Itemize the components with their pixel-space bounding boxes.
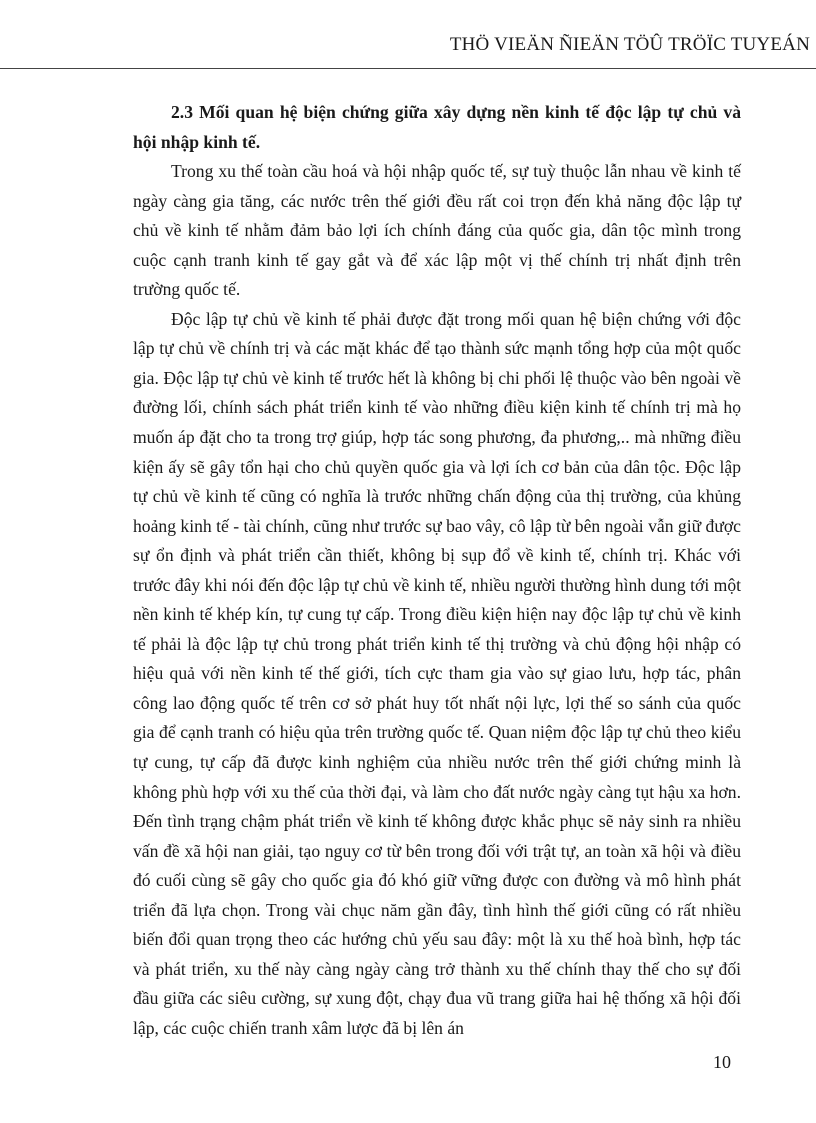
- section-heading: 2.3 Mối quan hệ biện chứng giữa xây dựng nền kinh tế độc lập tự chủ và hội nhập kinh tế.: [133, 102, 741, 152]
- body-paragraph-2: Độc lập tự chủ về kinh tế phải được đặt trong mối quan hệ biện chứng với độc lập tự chủ về chính trị và các mặt khác để tạo thành sức mạnh tổng hợp của một quốc gia. Độc lập tự chủ vè kinh tế trước hết là không bị chi phối lệ thuộc vào bên ngoài về đường lối, chính sách phát triển kinh tế vào những điều kiện kinh tế chính trị mà họ muốn áp đặt cho ta trong trợ giúp, hợp tác song phương, đa phương,.. mà những điều kiện ấy sẽ gây tổn hại cho chủ quyền quốc gia và lợi ích cơ bản của dân tộc. Độc lập tự chủ về kinh tế cũng có nghĩa là trước những chấn động của thị trường, của khủng hoảng kinh tế - tài chính, cũng như trước sự bao vây, cô lập từ bên ngoài vẫn giữ được sự ổn định và phát triển cần thiết, không bị sụp đổ về kinh tế, chính trị. Khác với trước đây khi nói đến độc lập tự chủ về kinh tế, nhiều người thường hình dung tới một nền kinh tế khép kín, tự cung tự cấp. Trong điều kiện hiện nay độc lập tự chủ về kinh tế phải là độc lập tự chủ trong phát triển kinh tế thị trường và chủ động hội nhập có hiệu quả với nền kinh tế thế giới, tích cực tham gia vào sự giao lưu, hợp tác, phân công lao động quốc tế trên cơ sở phát huy tốt nhất nội lực, lợi thế so sánh của quốc gia để cạnh tranh có hiệu qủa trên trường quốc tế. Quan niệm độc lập tự chủ theo kiểu tự cung, tự cấp đã được kinh nghiệm của nhiều nước trên thế giới chứng minh là không phù hợp với xu thế của thời đại, và làm cho đất nước ngày càng tụt hậu xa hơn. Đến tình trạng chậm phát triển về kinh tế không được khắc phục sẽ nảy sinh ra nhiều vấn đề xã hội nan giải, tạo nguy cơ từ bên trong đối với trật tự, an toàn xã hội và điều đó cuối cùng sẽ gây cho quốc gia đó khó giữ vững được con đường và mô hình phát triển đã lựa chọn. Trong vài chục năm gần đây, tình hình thế giới cũng có rất nhiều biến đổi quan trọng theo các hướng chủ yếu sau đây: một là xu thế hoà bình, hợp tác và phát triển, xu thế này càng ngày càng trở thành xu thế chính thay thế cho sự đối đầu giữa các siêu cường, sự xung đột, chạy đua vũ trang giữa hai hệ thống xã hội đối lập, các cuộc chiến tranh xâm lược đã bị lên án: [133, 308, 741, 1038]
- running-header: THÖ VIEÄN ÑIEÄN TÖÛ TRÖÏC TUYEÁN: [449, 34, 810, 55]
- header-divider: [0, 68, 816, 69]
- page-number: 10: [713, 1052, 731, 1072]
- document-body: [133, 98, 741, 1044]
- body-paragraph-1: Trong xu thế toàn cầu hoá và hội nhập quốc tế, sự tuỳ thuộc lẫn nhau về kinh tế ngày càng gia tăng, các nước trên thế giới đều rất coi trọn đến khả năng độc lập tự chủ về kinh tế nhằm đảm bảo lợi ích chính đáng của quốc gia, dân tộc mình trong cuộc cạnh tranh kinh tế gay gắt và để xác lập một vị thế chính trị nhất định trên trường quốc tế.: [133, 161, 741, 300]
